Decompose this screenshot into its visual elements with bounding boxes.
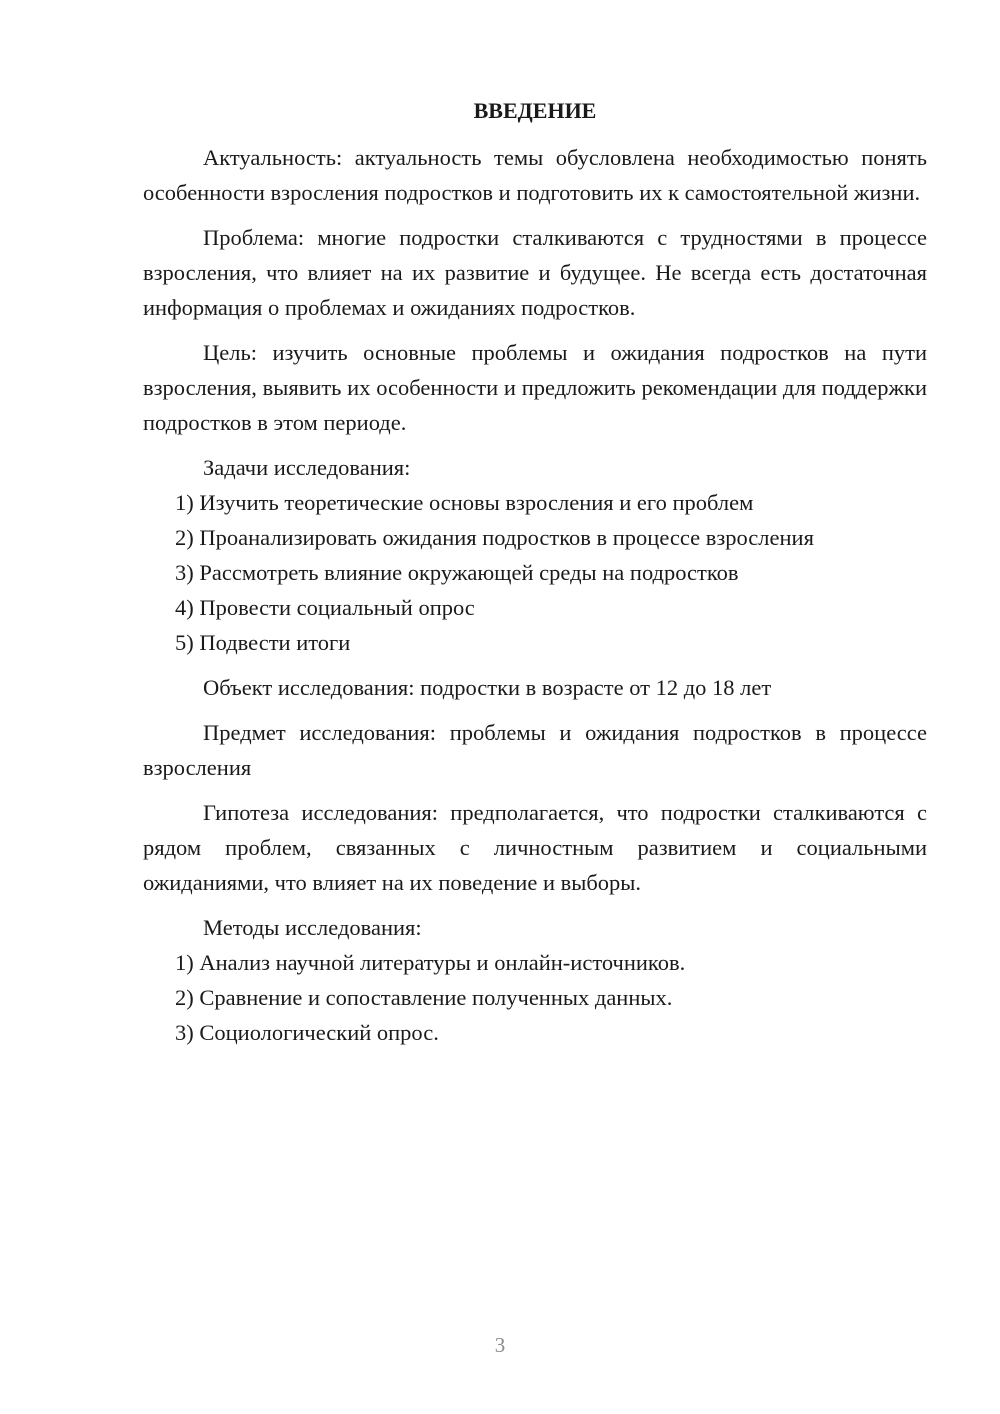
- method-item: 1) Анализ научной литературы и онлайн-источников.: [175, 950, 686, 975]
- task-item: 5) Подвести итоги: [175, 630, 351, 655]
- method-item: 3) Социологический опрос.: [175, 1020, 439, 1045]
- object-paragraph: Объект исследования: подростки в возрасте от 12 до 18 лет: [203, 675, 772, 700]
- relevance-paragraph: Актуальность: актуальность темы обусловлена необходимостью понять особенности взросления подростков и подготовить их к самостоятельной жизни.: [143, 145, 927, 205]
- subject-paragraph: Предмет исследования: проблемы и ожидания подростков в процессе взросления: [143, 720, 927, 780]
- task-item: 3) Рассмотреть влияние окружающей среды на подростков: [175, 560, 739, 585]
- task-item: 4) Провести социальный опрос: [175, 595, 475, 620]
- task-item: 1) Изучить теоретические основы взросления и его проблем: [175, 490, 754, 515]
- document-body: [143, 92, 927, 1050]
- goal-paragraph: Цель: изучить основные проблемы и ожидания подростков на пути взросления, выявить их особенности и предложить рекомендации для поддержки подростков в этом периоде.: [143, 340, 927, 435]
- page-number: 3: [494, 1333, 506, 1357]
- method-item: 2) Сравнение и сопоставление полученных данных.: [175, 985, 673, 1010]
- task-item: 2) Проанализировать ожидания подростков в процессе взросления: [175, 525, 814, 550]
- section-heading: ВВЕДЕНИЕ: [473, 98, 597, 123]
- tasks-title: Задачи исследования:: [203, 455, 411, 480]
- problem-paragraph: Проблема: многие подростки сталкиваются с трудностями в процессе взросления, что влияет на их развитие и будущее. Не всегда есть достаточная информация о проблемах и ожиданиях подростков.: [143, 225, 927, 320]
- methods-title: Методы исследования:: [203, 915, 422, 940]
- hypothesis-paragraph: Гипотеза исследования: предполагается, что подростки сталкиваются с рядом проблем, связанных с личностным развитием и социальными ожиданиями, что влияет на их поведение и выборы.: [143, 800, 927, 895]
